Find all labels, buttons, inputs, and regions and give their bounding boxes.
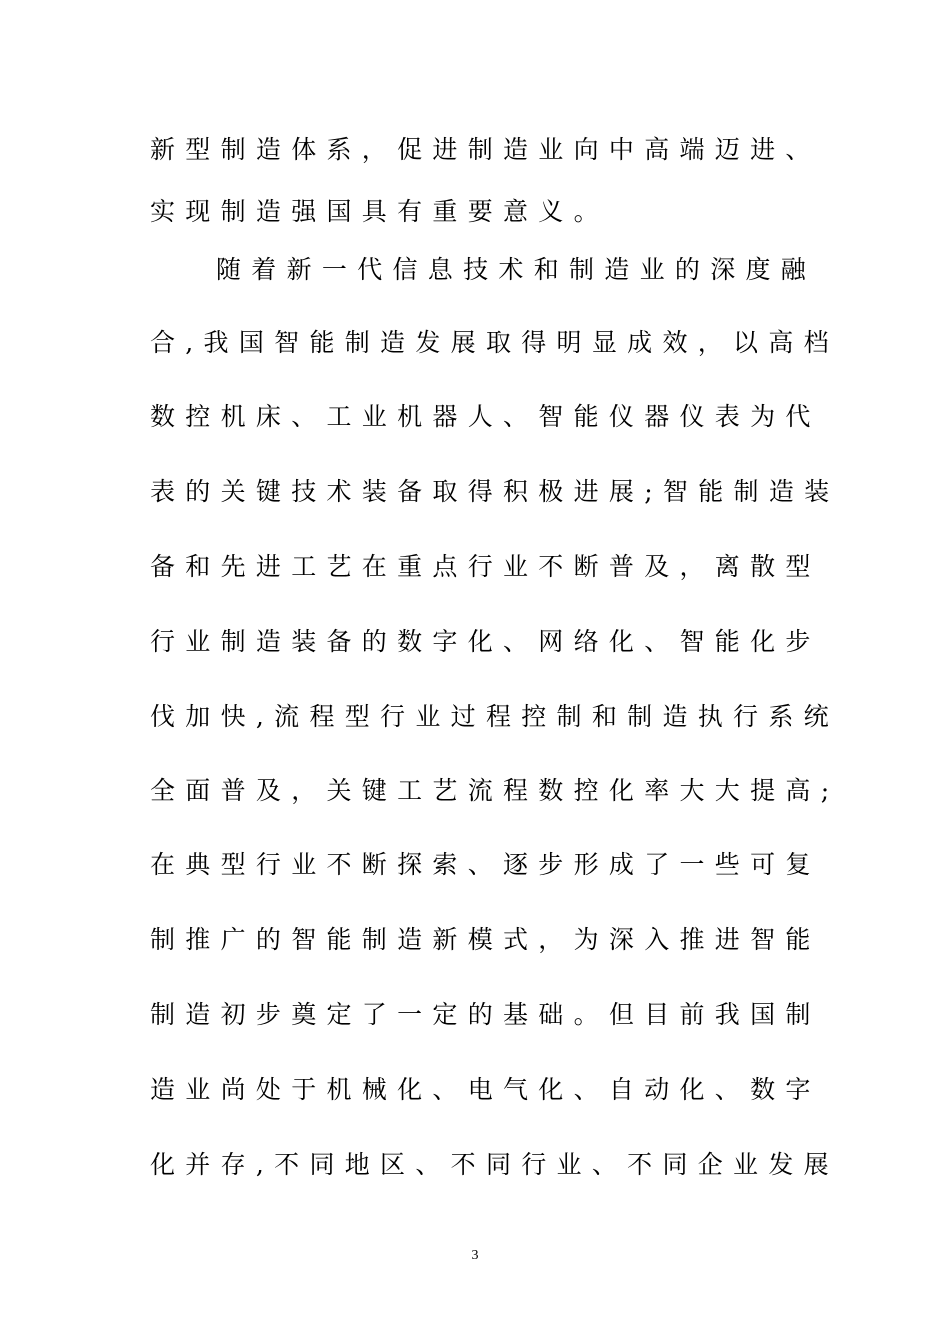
text-line: 全面普及，关键工艺流程数控化率大大提高; [150, 776, 840, 805]
text-line: 制造初步奠定了一定的基础。但目前我国制 [150, 1000, 821, 1029]
text-line: 合,我国智能制造发展取得明显成效，以高档 [150, 328, 839, 357]
text-line: 实现制造强国具有重要意义。 [150, 197, 609, 226]
text-line: 伐加快,流程型行业过程控制和制造执行系统 [150, 702, 839, 731]
text-line: 在典型行业不断探索、逐步形成了一些可复 [150, 850, 821, 879]
text-line: 行业制造装备的数字化、网络化、智能化步 [150, 627, 821, 656]
text-line: 备和先进工艺在重点行业不断普及，离散型 [150, 552, 821, 581]
page-number: 3 [471, 1248, 479, 1263]
text-line: 造业尚处于机械化、电气化、自动化、数字 [150, 1075, 821, 1104]
text-line: 化并存,不同地区、不同行业、不同企业发展 [150, 1150, 839, 1179]
text-line: 制推广的智能制造新模式，为深入推进智能 [150, 925, 821, 954]
paragraph-first-line: 随着新一代信息技术和制造业的深度融 [216, 255, 817, 284]
text-line: 数控机床、工业机器人、智能仪器仪表为代 [150, 402, 821, 431]
text-line: 新型制造体系，促进制造业向中高端迈进、 [150, 135, 821, 164]
text-line: 表的关键技术装备取得积极进展;智能制造装 [150, 477, 840, 506]
